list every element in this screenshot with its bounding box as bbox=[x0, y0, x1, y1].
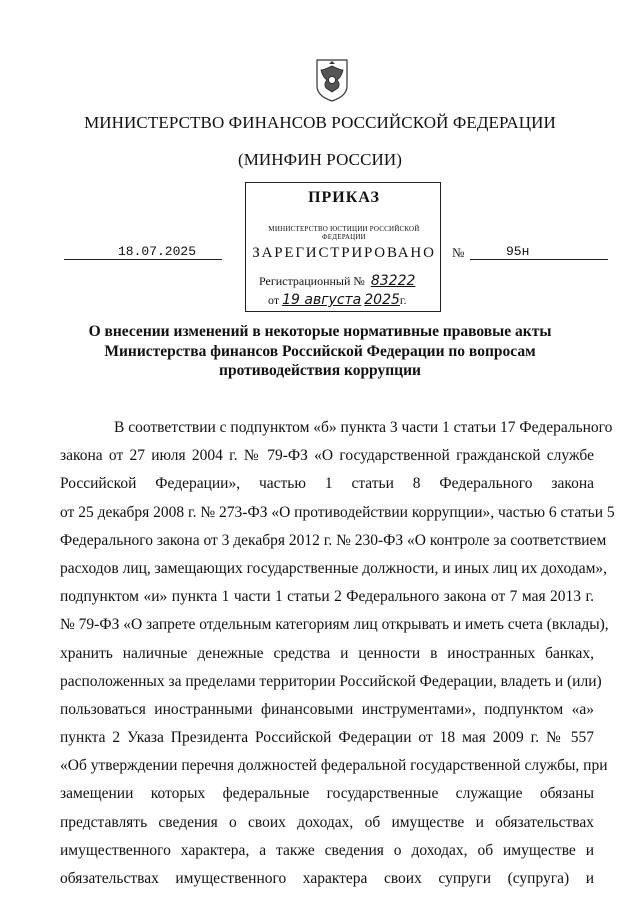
stamp-authority: МИНИСТЕРСТВО ЮСТИЦИИ РОССИЙСКОЙ ФЕДЕРАЦИИ bbox=[268, 225, 420, 241]
registration-stamp bbox=[245, 182, 441, 312]
body-line: пункта 2 Указа Президента Российской Федерации от 18 мая 2009 г. № 557 bbox=[60, 729, 594, 747]
stamp-date-year: 2025 bbox=[364, 292, 400, 308]
body-line: № 79-ФЗ «О запрете отдельным категориям лиц открывать и иметь счета (вклады), bbox=[60, 616, 609, 634]
order-date: 18.07.2025 bbox=[64, 244, 222, 260]
body-line: хранить наличные денежные средства и ценности в иностранных банках, bbox=[60, 644, 594, 662]
stamp-date-prefix: от bbox=[268, 293, 280, 307]
title-line: противодействия коррупции bbox=[219, 362, 421, 379]
stamp-year-suffix: г. bbox=[399, 293, 407, 307]
body-line: расходов лиц, замещающих государственные должности, и иных лиц их доходам», bbox=[60, 559, 608, 577]
body-line: «Об утверждении перечня должностей федеральной государственной службы, при bbox=[60, 757, 608, 775]
body-line: Российской Федерации», частью 1 статьи 8 Федерального закона bbox=[60, 475, 594, 493]
stamp-status: ЗАРЕГИСТРИРОВАНО bbox=[252, 245, 436, 261]
title-line: О внесении изменений в некоторые нормативные правовые акты bbox=[88, 323, 552, 340]
body-line: пользоваться иностранными финансовыми инструментами», подпунктом «а» bbox=[60, 700, 594, 718]
body-line: представлять сведения о своих доходах, об имуществе и обязательствах bbox=[60, 813, 594, 831]
body-line: Федерального закона от 3 декабря 2012 г. № 230-ФЗ «О контроле за соответствием bbox=[60, 531, 607, 549]
body-line: от 25 декабря 2008 г. № 273-ФЗ «О противодействии коррупции», частью 6 статьи 5 bbox=[60, 503, 615, 521]
body-line: подпунктом «и» пункта 1 части 1 статьи 2 Федерального закона от 7 мая 2013 г. bbox=[60, 588, 594, 606]
stamp-date bbox=[268, 292, 406, 308]
document-type-heading: ПРИКАЗ bbox=[308, 189, 380, 206]
stamp-reg-label: Регистрационный № bbox=[259, 274, 365, 288]
document-title bbox=[0, 322, 640, 381]
document-body bbox=[60, 418, 615, 897]
title-line: Министерства финансов Российской Федерации по вопросам bbox=[104, 342, 536, 360]
ministry-short-name: (МИНФИН РОССИИ) bbox=[237, 150, 403, 169]
order-number: 95н bbox=[470, 244, 608, 260]
body-line: имущественного характера, а также сведения о доходах, об имуществе и bbox=[60, 841, 594, 859]
body-line: замещении которых федеральные государственные служащие обязаны bbox=[60, 785, 594, 803]
order-number-sign: № bbox=[452, 245, 465, 260]
russian-coat-of-arms-icon bbox=[314, 58, 350, 102]
body-line: В соответствии с подпунктом «б» пункта 3 части 1 статьи 17 Федерального bbox=[114, 419, 613, 436]
stamp-reg-value: 83222 bbox=[370, 273, 416, 289]
ministry-name: МИНИСТЕРСТВО ФИНАНСОВ РОССИЙСКОЙ ФЕДЕРАЦИИ bbox=[84, 113, 556, 132]
stamp-registration-number bbox=[259, 273, 415, 289]
stamp-date-handwritten: 19 августа bbox=[282, 292, 362, 308]
body-line: закона от 27 июля 2004 г. № 79-ФЗ «О государственной гражданской службе bbox=[60, 447, 594, 465]
body-line: обязательствах имущественного характера своих супруги (супруга) и bbox=[60, 870, 594, 887]
body-line: расположенных за пределами территории Российской Федерации, владеть и (или) bbox=[60, 672, 602, 690]
